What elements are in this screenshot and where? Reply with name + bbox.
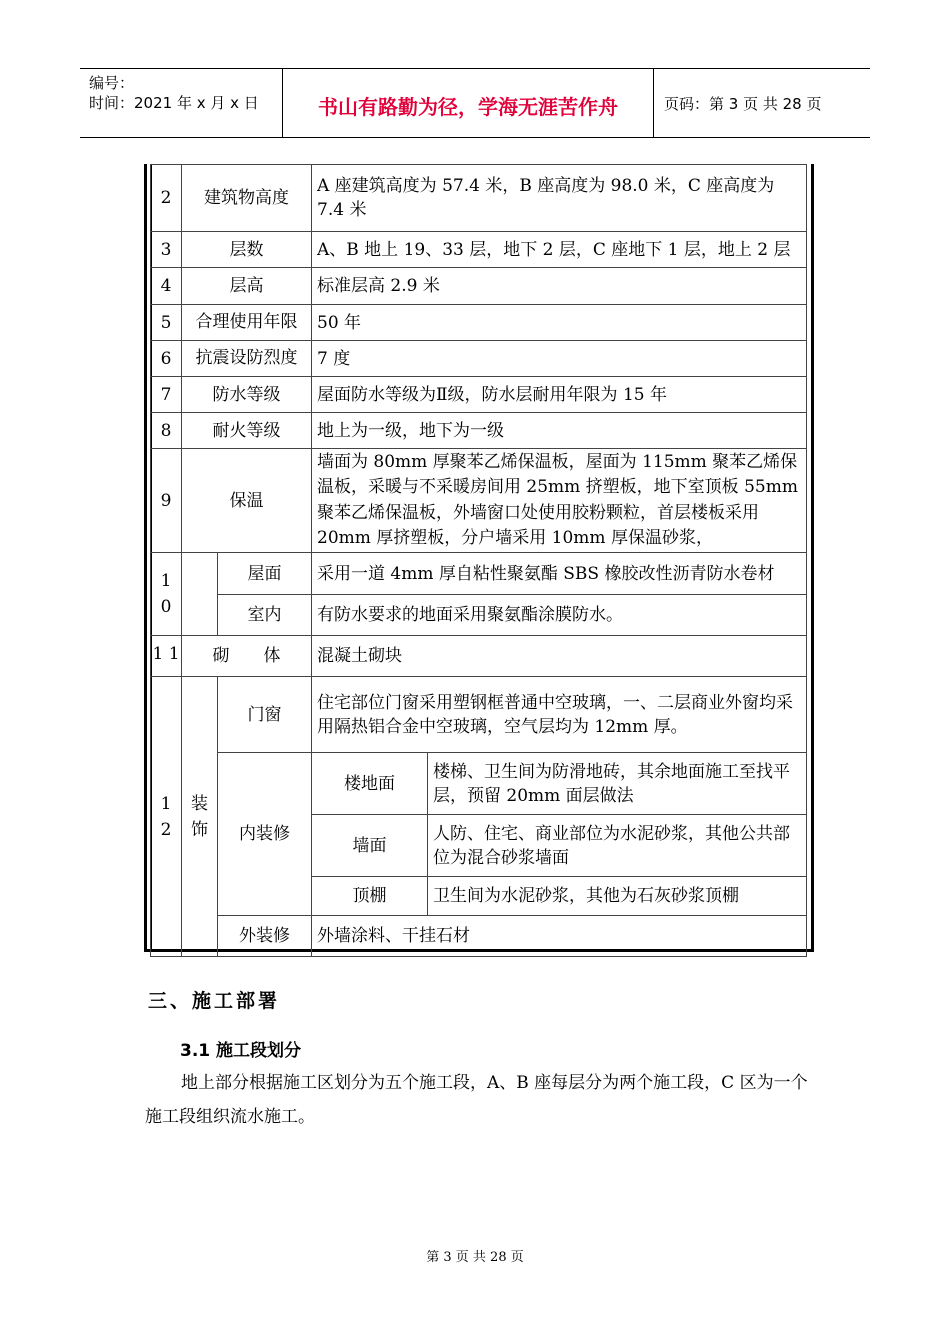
row-value: 混凝土砌块 (312, 636, 807, 677)
table-row (151, 165, 807, 232)
table-border-right (811, 164, 814, 952)
row-number: 2 (151, 165, 182, 232)
section-paragraph (145, 1066, 811, 1134)
page-footer: 第 3 页 共 28 页 (426, 1250, 524, 1265)
row-label: 砌 体 (182, 636, 312, 677)
header-page-info: 页码：第 3 页 共 28 页 (664, 94, 822, 113)
spec-table (150, 164, 807, 957)
row-value: A、B 地上 19、33 层，地下 2 层，C 座地下 1 层，地上 2 层 (312, 232, 807, 268)
section-title: 三、施工部署 (148, 990, 281, 1012)
table-row (151, 677, 807, 753)
paragraph-text: 地上部分根据施工区划分为五个施工段，A、B 座每层分为两个施工段，C 区为一个施工段组织流水施工。 (145, 1073, 808, 1127)
row-value: 7 度 (312, 341, 807, 377)
row-number-part: 1 (160, 793, 172, 814)
row-value: 50 年 (312, 305, 807, 341)
row-value: 墙面为 80mm 厚聚苯乙烯保温板，屋面为 115mm 聚苯乙烯保温板，采暖与不采暖房间用 25mm 挤塑板，地下室顶板 55mm 聚苯乙烯保温板，外墙窗口处使用胶粉颗粒，首层楼板采用 20mm 厚挤塑板，分户墙采用 10mm 厚保温砂浆， (317, 451, 798, 548)
table-row (151, 268, 807, 305)
row-value: 采用一道 4mm 厚自粘性聚氨酯 SBS 橡胶改性沥青防水卷材 (312, 553, 807, 595)
row-number: 5 (151, 305, 182, 341)
row-number: 4 (151, 268, 182, 305)
row-number: 8 (151, 413, 182, 449)
sub-label: 顶棚 (312, 877, 428, 916)
row-label: 合理使用年限 (195, 311, 298, 332)
row-value: 地上为一级，地下为一级 (312, 413, 807, 449)
number-label: 编号： (89, 74, 135, 92)
row-value: 住宅部位门窗采用塑钢框普通中空玻璃，一、二层商业外窗均采用隔热铝合金中空玻璃，空气层均为 12mm 厚。 (312, 677, 807, 753)
sub-label: 楼地面 (312, 753, 428, 815)
table-row (151, 341, 807, 377)
row-number: 1 1 (152, 644, 180, 664)
row-number (151, 677, 182, 957)
header-motto: 书山有路勤为径，学海无涯苦作舟 (282, 69, 654, 137)
spec-table-frame (144, 164, 814, 952)
table-row (151, 595, 807, 636)
row-label: 防水等级 (182, 377, 312, 413)
table-row (151, 636, 807, 677)
time-label: 时间：2021 年 x 月 x 日 (89, 94, 259, 112)
table-border-left (144, 164, 147, 950)
row-value: 外墙涂料、干挂石材 (312, 916, 807, 957)
row-value: 卫生间为水泥砂浆，其他为石灰砂浆顶棚 (428, 877, 807, 916)
group-label (182, 677, 218, 957)
row-value: 屋面防水等级为Ⅱ级，防水层耐用年限为 15 年 (312, 377, 807, 413)
table-row (151, 449, 807, 553)
sub-label: 墙面 (312, 815, 428, 877)
row-label: 外装修 (218, 916, 312, 957)
row-label: 层数 (182, 232, 312, 268)
empty-group-cell (182, 553, 218, 636)
row-label: 抗震设防烈度 (195, 347, 298, 368)
row-value: 标准层高 2.9 米 (312, 268, 807, 305)
table-row (151, 377, 807, 413)
page-header (80, 68, 870, 138)
table-row (151, 305, 807, 341)
row-value: 楼梯、卫生间为防滑地砖，其余地面施工至找平层，预留 20mm 面层做法 (428, 753, 807, 815)
table-row (151, 916, 807, 957)
row-number-part: 2 (160, 819, 172, 840)
group-label-part: 装 (191, 793, 208, 814)
group-label-part: 饰 (191, 819, 208, 840)
row-value: A 座建筑高度为 57.4 米，B 座高度为 98.0 米，C 座高度为 7.4 米 (312, 165, 807, 232)
table-row (151, 553, 807, 595)
row-label: 内装修 (218, 753, 312, 916)
row-value: 有防水要求的地面采用聚氨酯涂膜防水。 (312, 595, 807, 636)
row-label: 耐火等级 (182, 413, 312, 449)
row-label: 保温 (182, 449, 312, 553)
row-label: 建筑物高度 (182, 165, 312, 232)
table-row (151, 753, 807, 815)
row-number-part: 1 (160, 571, 172, 591)
row-number: 6 (151, 341, 182, 377)
row-label: 门窗 (218, 677, 312, 753)
row-label: 屋面 (218, 553, 312, 595)
row-label: 层高 (182, 268, 312, 305)
table-row (151, 232, 807, 268)
header-left-cell (80, 69, 282, 137)
row-label: 室内 (218, 595, 312, 636)
row-number: 7 (151, 377, 182, 413)
row-value: 人防、住宅、商业部位为水泥砂浆，其他公共部位为混合砂浆墙面 (428, 815, 807, 877)
row-number (151, 553, 182, 636)
row-number-part: 0 (160, 597, 172, 617)
row-number: 3 (151, 232, 182, 268)
table-row (151, 413, 807, 449)
row-number: 9 (151, 449, 182, 553)
subsection-title: 3.1 施工段划分 (180, 1041, 302, 1061)
